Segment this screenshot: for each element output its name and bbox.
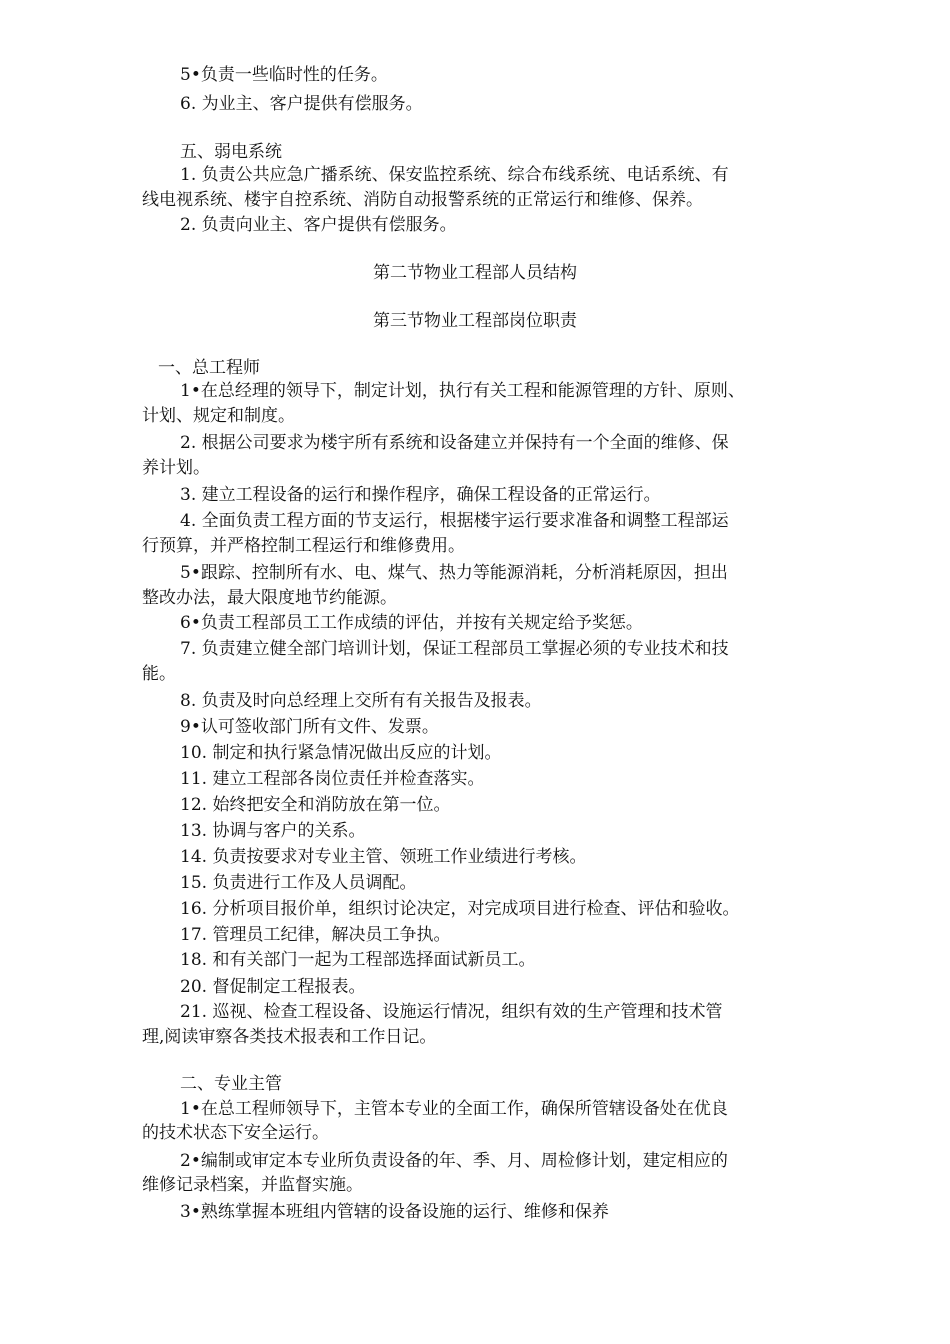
text-line: 20. 督促制定工程报表。	[180, 977, 366, 997]
text-line: 线电视系统、楼宇自控系统、消防自动报警系统的正常运行和维修、保养。	[142, 190, 703, 210]
text-line: 9•认可签收部门所有文件、发票。	[180, 717, 439, 737]
text-line: 21. 巡视、检查工程设备、设施运行情况，组织有效的生产管理和技术管	[180, 1002, 723, 1022]
text-line: 行预算，并严格控制工程运行和维修费用。	[142, 536, 465, 556]
text-line: 2. 负责向业主、客户提供有偿服务。	[180, 215, 457, 235]
text-line: 16. 分析项目报价单，组织讨论决定，对完成项目进行检查、评估和验收。	[180, 899, 740, 919]
text-line: 养计划。	[142, 458, 210, 478]
text-line: 第三节物业工程部岗位职责	[373, 311, 577, 331]
text-line: 6•负责工程部员工工作成绩的评估，并按有关规定给予奖惩。	[180, 613, 643, 633]
text-line: 一、总工程师	[158, 358, 260, 378]
text-line: 12. 始终把安全和消防放在第一位。	[180, 795, 451, 815]
text-line: 11. 建立工程部各岗位责任并检查落实。	[180, 769, 485, 789]
text-line: 理,阅读审察各类技术报表和工作日记。	[142, 1027, 437, 1047]
text-line: 2•编制或审定本专业所负责设备的年、季、月、周检修计划，建定相应的	[180, 1151, 728, 1171]
text-line: 4. 全面负责工程方面的节支运行，根据楼宇运行要求准备和调整工程部运	[180, 511, 729, 531]
text-line: 3. 建立工程设备的运行和操作程序，确保工程设备的正常运行。	[180, 485, 661, 505]
text-line: 1. 负责公共应急广播系统、保安监控系统、综合布线系统、电话系统、有	[180, 165, 729, 185]
text-line: 3•熟练掌握本班组内管辖的设备设施的运行、维修和保养	[180, 1202, 609, 1222]
text-line: 17. 管理员工纪律，解决员工争执。	[180, 925, 451, 945]
text-line: 13. 协调与客户的关系。	[180, 821, 366, 841]
text-line: 2. 根据公司要求为楼宇所有系统和设备建立并保持有一个全面的维修、保	[180, 433, 729, 453]
text-line: 五、弱电系统	[180, 142, 282, 162]
text-line: 计划、规定和制度。	[142, 406, 295, 426]
text-line: 5•跟踪、控制所有水、电、煤气、热力等能源消耗，分析消耗原因，担出	[180, 563, 728, 583]
text-line: 15. 负责进行工作及人员调配。	[180, 873, 417, 893]
text-line: 8. 负责及时向总经理上交所有有关报告及报表。	[180, 691, 542, 711]
text-line: 14. 负责按要求对专业主管、领班工作业绩进行考核。	[180, 847, 587, 867]
text-line: 1•在总工程师领导下，主管本专业的全面工作，确保所管辖设备处在优良	[180, 1099, 728, 1119]
text-line: 6. 为业主、客户提供有偿服务。	[180, 94, 423, 114]
text-line: 整改办法，最大限度地节约能源。	[142, 588, 397, 608]
text-line: 维修记录档案，并监督实施。	[142, 1175, 363, 1195]
text-line: 二、专业主管	[180, 1074, 282, 1094]
text-line: 10. 制定和执行紧急情况做出反应的计划。	[180, 743, 502, 763]
text-line: 7. 负责建立健全部门培训计划，保证工程部员工掌握必须的专业技术和技	[180, 639, 729, 659]
text-line: 1•在总经理的领导下，制定计划，执行有关工程和能源管理的方针、原则、	[180, 381, 745, 401]
text-line: 的技术状态下安全运行。	[142, 1123, 329, 1143]
text-line: 5•负责一些临时性的任务。	[180, 65, 388, 85]
text-line: 第二节物业工程部人员结构	[373, 263, 577, 283]
text-line: 能。	[142, 664, 176, 684]
text-line: 18. 和有关部门一起为工程部选择面试新员工。	[180, 950, 536, 970]
